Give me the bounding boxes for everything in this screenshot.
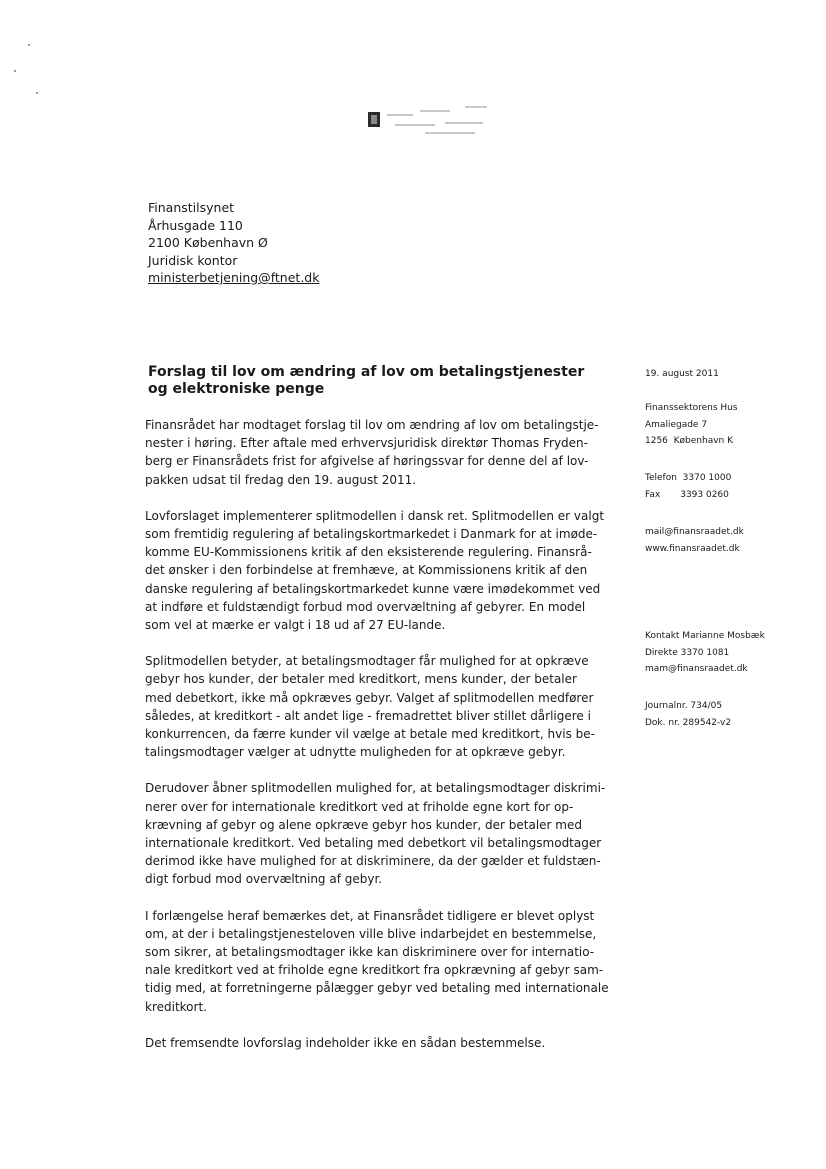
body-paragraph: I forlængelse heraf bemærkes det, at Finansrådet tidligere er blevet oplyst om, at der i betalingstjenesteloven ville blive indarbejdet en bestemmelse, som sikrer, at betalingsmodtager ikke kan diskriminere over for internatio- nale kreditkort ved at friholde egne kreditkort fra opkrævning af gebyr sam- tidig med, at forretningerne pålægger gebyr ved betaling med internationale kreditkort. [145, 908, 609, 1014]
body-paragraph: Finansrådet har modtaget forslag til lov om ændring af lov om betalingstje- nester i høring. Efter aftale med erhvervsjuridisk direktør Thomas Fryden- berg er Finansrådets frist for afgivelse af høringssvar for denne del af lov- pakken udsat til fredag den 19. august 2011. [145, 418, 599, 487]
sender-phone-block [645, 470, 731, 503]
sender-logo [365, 100, 515, 142]
logo-trace [465, 106, 487, 108]
logo-trace [445, 122, 483, 124]
recipient-line: Juridisk kontor [148, 252, 238, 268]
sender-fax: Fax 3393 0260 [645, 489, 729, 500]
sender-org: Finanssektorens Hus [645, 403, 738, 413]
letter-date: 19. august 2011 [645, 369, 719, 379]
body-paragraph: Derudover åbner splitmodellen mulighed for, at betalingsmodtager diskrimi- nerer over for internationale kreditkort ved at friholde egne kort for op- krævning af gebyr og alene opkræve gebyr hos kunder, der betaler med internationale kreditkort. Ved betaling med debetkort vil betalingsmodtager derimod ikke have mulighed for at diskriminere, da der gælder et fuldstæn- digt forbud mod overvæltning af gebyr. [145, 781, 606, 887]
logo-mark [368, 112, 380, 127]
reference-block [645, 698, 731, 731]
recipient-line: Finanstilsynet [148, 200, 235, 215]
sender-street: Amaliegade 7 [645, 419, 708, 430]
sender-phone: Telefon 3370 1000 [645, 473, 732, 483]
sender-online-block [645, 524, 744, 557]
body-paragraph: Det fremsendte lovforslag indeholder ikke en sådan bestemmelse. [145, 1035, 546, 1050]
sender-mail-link[interactable]: mail@finansraadet.dk [645, 527, 744, 537]
logo-trace [387, 114, 413, 116]
sender-address [645, 400, 738, 450]
contact-email-link[interactable]: mam@finansraadet.dk [645, 664, 748, 674]
recipient-email-link[interactable]: ministerbetjening@ftnet.dk [148, 270, 320, 285]
recipient-line: 2100 København Ø [148, 235, 268, 250]
logo-trace [395, 124, 435, 126]
document-number: Dok. nr. 289542-v2 [645, 717, 732, 728]
journal-number: Journalnr. 734/05 [645, 701, 723, 711]
scan-speck [28, 44, 30, 46]
body-paragraph: Lovforslaget implementerer splitmodellen i dansk ret. Splitmodellen er valgt som fremtidig regulering af betalingskortmarkedet i Danmark for at imøde- komme EU-Kommissionens kritik af den eksisterende regulering. Finansrå- det ønsker i den forbindelse at fremhæve, at Kommissionens kritik af den danske regulering af betalingskortmarkedet kunne være imødekommet ved at indføre et fuldstændigt forbud mod overvæltning af gebyrer. En model som vel at mærke er valgt i 18 ud af 27 EU-lande. [145, 508, 605, 633]
sender-city: 1256 København K [645, 436, 734, 446]
subject-heading: Forslag til lov om ændring af lov om betalingstjenester og elektroniske penge [148, 364, 585, 397]
body-paragraph: Splitmodellen betyder, at betalingsmodtager får mulighed for at opkræve gebyr hos kunder, der betaler med kreditkort, mens kunder, der betaler med debetkort, ikke må opkræves gebyr. Valget af splitmodellen medfører således, at kreditkort - alt andet lige - fremadrettet bliver stillet dårligere i konkurrencen, da færre kunder vil vælge at betale med kreditkort, hvis be- talingsmodtager vælger at udnytte muligheden for at opkræve gebyr. [145, 654, 595, 760]
logo-trace [420, 110, 450, 112]
contact-direct-phone: Direkte 3370 1081 [645, 647, 730, 658]
letter-body [145, 416, 615, 1070]
sender-web-link[interactable]: www.finansraadet.dk [645, 543, 740, 554]
scan-speck [36, 92, 38, 94]
recipient-line: Århusgade 110 [148, 217, 243, 233]
recipient-address [148, 199, 319, 287]
scan-speck [14, 70, 16, 72]
logo-trace [425, 132, 475, 134]
contact-person: Kontakt Marianne Mosbæk [645, 631, 765, 641]
contact-block [645, 628, 765, 678]
